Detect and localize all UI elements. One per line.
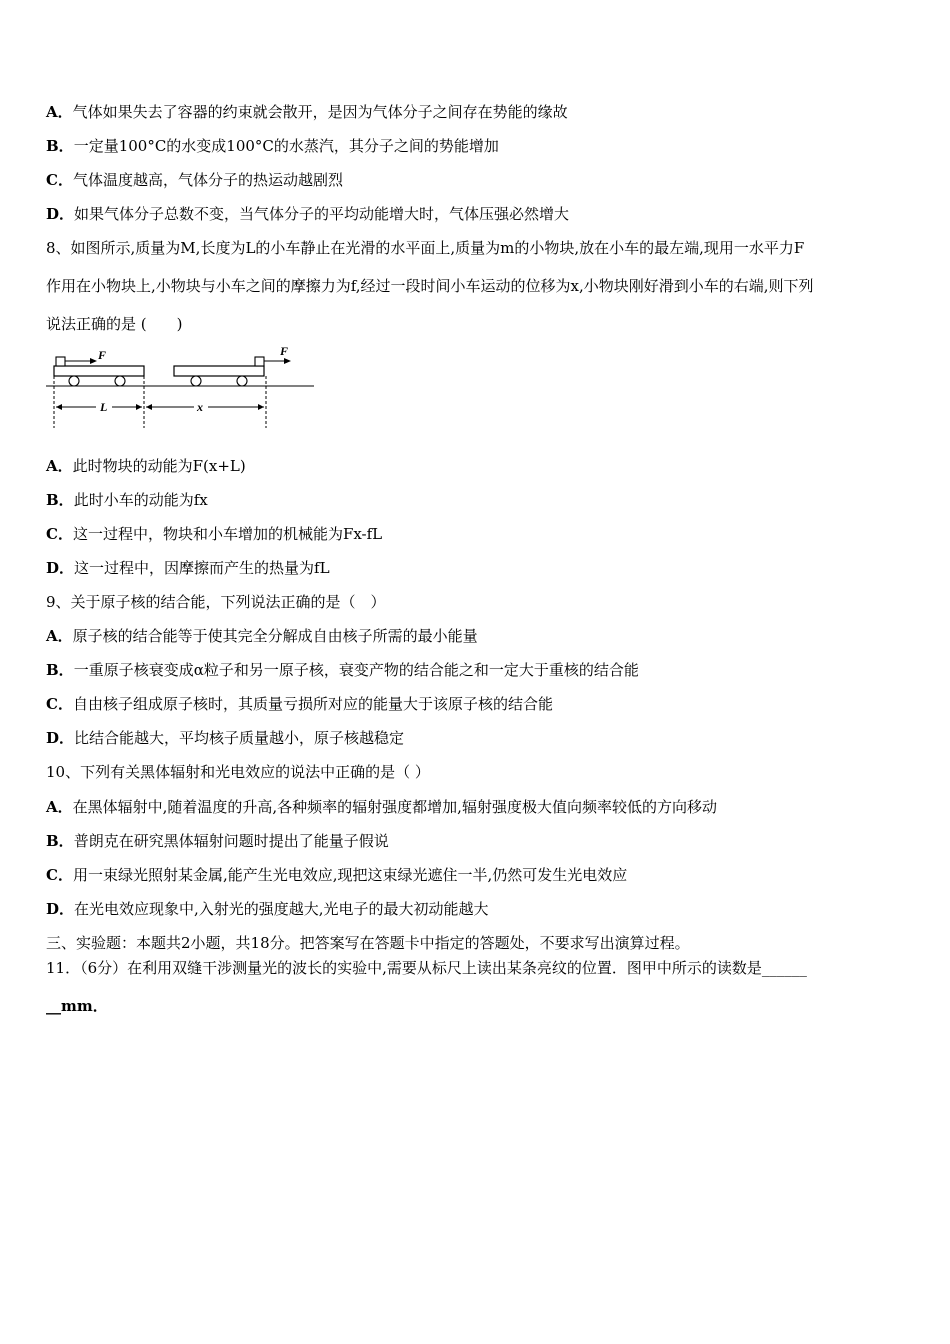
wheel xyxy=(191,376,201,386)
q9-option-c xyxy=(46,694,553,714)
length-label: L xyxy=(100,400,108,414)
arrowhead xyxy=(258,404,264,410)
option-text: 自由核子组成原子核时，其质量亏损所对应的能量大于该原子核的结合能 xyxy=(72,695,553,713)
arrowhead xyxy=(284,358,291,364)
block-left xyxy=(56,357,65,366)
arrowhead xyxy=(56,404,62,410)
option-text: 此时小车的动能为fx xyxy=(73,491,208,509)
unit-text: mm． xyxy=(61,997,108,1015)
section-3-heading: 三、实验题：本题共2小题，共18分。把答案写在答题卡中指定的答题处，不要求写出演算过程。 xyxy=(46,934,690,952)
option-text: 用一束绿光照射某金属,能产生光电效应,现把这束绿光遮住一半,仍然可发生光电效应 xyxy=(72,866,628,884)
option-label: D． xyxy=(46,205,75,223)
q9-option-b xyxy=(46,660,639,680)
wheel xyxy=(237,376,247,386)
option-text: 此时物块的动能为F(x+L) xyxy=(72,457,246,475)
answer-blank: __ xyxy=(46,997,61,1015)
option-label: C． xyxy=(46,866,73,884)
q7-option-a xyxy=(46,102,568,122)
option-text: 一定量100°C的水变成100°C的水蒸汽，其分子之间的势能增加 xyxy=(73,137,499,155)
option-label: A． xyxy=(46,627,73,645)
arrowhead xyxy=(136,404,142,410)
option-text: 一重原子核衰变成α粒子和另一原子核，衰变产物的结合能之和一定大于重核的结合能 xyxy=(73,661,639,679)
wheel xyxy=(69,376,79,386)
option-text: 这一过程中，因摩擦而产生的热量为fL xyxy=(74,559,330,577)
cart-left xyxy=(54,366,144,376)
q8-option-c xyxy=(46,524,382,544)
option-label: C． xyxy=(46,171,73,189)
wheel xyxy=(115,376,125,386)
displacement-label: x xyxy=(197,400,203,414)
option-text: 在光电效应现象中,入射光的强度越大,光电子的最大初动能越大 xyxy=(74,900,489,918)
q11-line1: 11．（6分）在利用双缝干涉测量光的波长的实验中,需要从标尺上读出某条亮纹的位置．图甲中所示的读数是______ xyxy=(46,959,807,977)
option-label: C． xyxy=(46,695,73,713)
q8-stem-line2: 作用在小物块上,小物块与小车之间的摩擦力为f,经过一段时间小车运动的位移为x,小物块刚好滑到小车的右端,则下列 xyxy=(46,277,814,295)
q8-stem-line3: 说法正确的是 ( ) xyxy=(46,315,183,333)
option-text: 原子核的结合能等于使其完全分解成自由核子所需的最小能量 xyxy=(72,627,478,645)
option-label: D． xyxy=(46,900,75,918)
q9-stem: 9、关于原子核的结合能，下列说法正确的是（ ） xyxy=(46,593,386,611)
q9-option-d xyxy=(46,728,404,748)
q8-option-b xyxy=(46,490,208,510)
q8-option-a xyxy=(46,456,246,476)
q11-line2 xyxy=(46,996,108,1016)
force-label-right: F xyxy=(280,344,289,358)
q7-option-b xyxy=(46,136,499,156)
option-label: B． xyxy=(46,137,74,155)
q7-option-c xyxy=(46,170,343,190)
option-text: 在黑体辐射中,随着温度的升高,各种频率的辐射强度都增加,辐射强度极大值向频率较低的方向移动 xyxy=(72,798,717,816)
option-label: A． xyxy=(46,798,73,816)
option-text: 这一过程中，物块和小车增加的机械能为Fx-fL xyxy=(72,525,383,543)
option-label: B． xyxy=(46,491,74,509)
option-text: 普朗克在研究黑体辐射问题时提出了能量子假说 xyxy=(73,832,389,850)
option-label: B． xyxy=(46,832,74,850)
option-label: A． xyxy=(46,457,73,475)
option-text: 气体如果失去了容器的约束就会散开，是因为气体分子之间存在势能的缘故 xyxy=(72,103,568,121)
arrowhead xyxy=(90,358,97,364)
q7-option-d xyxy=(46,204,569,224)
q10-option-c xyxy=(46,865,627,885)
q9-option-a xyxy=(46,626,478,646)
q10-stem: 10、下列有关黑体辐射和光电效应的说法中正确的是（ ） xyxy=(46,763,430,781)
q8-option-d xyxy=(46,558,330,578)
q10-option-b xyxy=(46,831,389,851)
q10-option-a xyxy=(46,797,717,817)
q10-option-d xyxy=(46,899,489,919)
force-label-left: F xyxy=(98,348,107,362)
option-label: B． xyxy=(46,661,74,679)
option-label: D． xyxy=(46,729,75,747)
option-text: 比结合能越大，平均核子质量越小，原子核越稳定 xyxy=(74,729,405,747)
arrowhead xyxy=(146,404,152,410)
option-text: 如果气体分子总数不变，当气体分子的平均动能增大时，气体压强必然增大 xyxy=(74,205,570,223)
option-label: C． xyxy=(46,525,73,543)
option-label: D． xyxy=(46,559,75,577)
block-right xyxy=(255,357,264,366)
q8-stem-line1: 8、如图所示,质量为M,长度为L的小车静止在光滑的水平面上,质量为m的小物块,放在小车的最左端,现用一水平力F xyxy=(46,239,805,257)
cart-right xyxy=(174,366,264,376)
option-label: A． xyxy=(46,103,73,121)
cart-block-figure xyxy=(46,344,318,430)
option-text: 气体温度越高，气体分子的热运动越剧烈 xyxy=(72,171,343,189)
